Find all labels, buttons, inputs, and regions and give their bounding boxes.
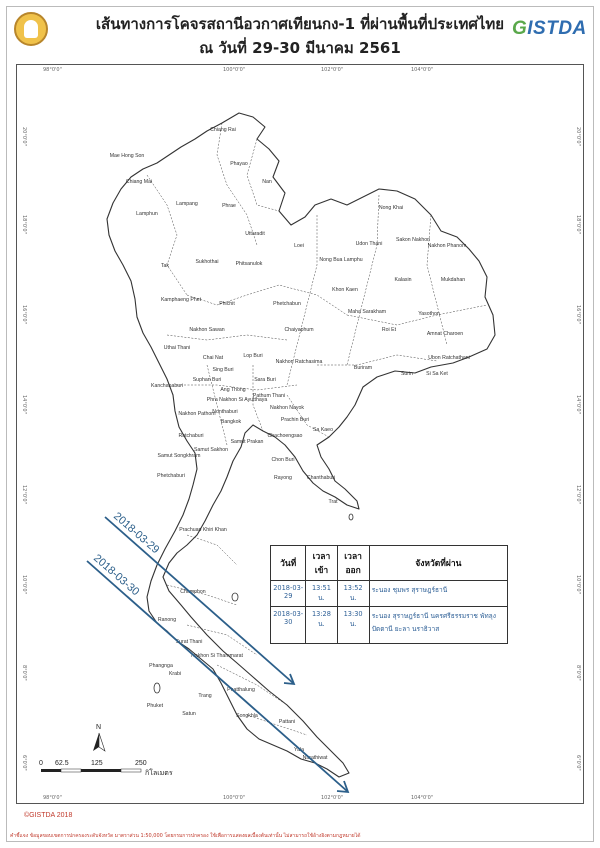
- province-label: Mukdahan: [440, 277, 466, 283]
- province-label: Sa Kaeo: [313, 427, 333, 433]
- province-label: Lamphun: [136, 211, 158, 217]
- province-label: Tak: [160, 263, 170, 269]
- province-label: Ratchaburi: [178, 433, 204, 439]
- province-label: Phayao: [230, 161, 248, 167]
- province-label: Satun: [182, 711, 196, 717]
- province-label: Nonthaburi: [212, 409, 238, 415]
- province-label: Trat: [328, 499, 338, 505]
- province-label: Surin: [400, 371, 414, 377]
- province-label: Nakhon Si Thammarat: [191, 653, 243, 659]
- map-subtitle: ณ วันที่ 29-30 มีนาคม 2561: [199, 39, 401, 57]
- province-label: Udon Thani: [355, 241, 383, 247]
- province-label: Samut Songkhram: [157, 453, 201, 459]
- province-label: Mae Hong Son: [109, 153, 145, 159]
- col-enter: เวลาเข้า: [306, 546, 337, 581]
- province-label: Prachuap Khiri Khan: [179, 527, 227, 533]
- tick-left-label: 18°0'0": [21, 215, 27, 234]
- cell-exit: 13:30 น.: [337, 607, 369, 644]
- province-label: Nong Bua Lamphu: [319, 257, 363, 263]
- province-label: Ubon Ratchathani: [428, 355, 470, 361]
- tick-bottom-label: 102°0'0": [321, 795, 344, 801]
- province-label: Ang Thong: [220, 387, 246, 393]
- province-label: Si Sa Ket: [426, 371, 448, 377]
- pass-table: [270, 545, 508, 644]
- province-label: Yasothon: [418, 311, 440, 317]
- tick-left-label: 12°0'0": [21, 485, 27, 504]
- copyright: ©GISTDA 2018: [24, 812, 73, 819]
- province-label: Pattani: [278, 719, 296, 725]
- table-row: [271, 607, 508, 644]
- province-label: Krabi: [168, 671, 182, 677]
- province-label: Chiang Rai: [210, 127, 236, 133]
- tick-left-label: 8°0'0": [21, 665, 27, 681]
- province-label: Loei: [294, 243, 304, 249]
- col-exit: เวลาออก: [337, 546, 369, 581]
- col-date: วันที่: [271, 546, 306, 581]
- tick-left-label: 20°0'0": [21, 127, 27, 146]
- tick-right-label: 20°0'0": [575, 127, 581, 146]
- province-label: Narathiwat: [302, 755, 328, 761]
- province-label: Phra Nakhon Si Ayutthaya: [206, 397, 268, 403]
- province-label: Phetchabun: [273, 301, 301, 307]
- province-label: Chai Nat: [202, 355, 224, 361]
- scale-unit: กิโลเมตร: [145, 770, 173, 777]
- province-label: Nong Khai: [378, 205, 404, 211]
- tick-left-label: 6°0'0": [21, 755, 27, 771]
- tick-right-label: 14°0'0": [575, 395, 581, 414]
- tick-right-label: 8°0'0": [575, 665, 581, 681]
- province-label: Kalasin: [394, 277, 412, 283]
- province-label: Samut Sakhon: [193, 447, 229, 453]
- tick-left-label: 10°0'0": [21, 575, 27, 594]
- province-label: Pathum Thani: [252, 393, 286, 399]
- province-label: Kanchanaburi: [150, 383, 184, 389]
- phuket-island: [154, 683, 160, 693]
- province-label: Chiang Mai: [125, 179, 153, 185]
- tick-left-label: 16°0'0": [21, 305, 27, 324]
- track-label-2018-03-30: 2018-03-30: [91, 552, 142, 599]
- province-label: Bangkok: [220, 419, 242, 425]
- province-label: Buriram: [353, 365, 373, 371]
- province-label: Maha Sarakham: [347, 309, 387, 315]
- province-label: Chaiyaphum: [284, 327, 314, 333]
- province-label: Sing Buri: [212, 367, 234, 373]
- thailand-outline: [107, 113, 495, 777]
- gistda-logo: GISTDA: [512, 18, 587, 39]
- scale-label-62: 62.5: [55, 760, 69, 767]
- province-label: Nakhon Phanom: [427, 243, 467, 249]
- cell-enter: 13:51 น.: [306, 581, 337, 607]
- province-label: Phetchaburi: [157, 473, 185, 479]
- province-label: Sakon Nakhon: [395, 237, 431, 243]
- tick-top-label: 100°0'0": [223, 67, 246, 73]
- province-label: Khon Kaen: [332, 287, 358, 293]
- province-label: Uttaradit: [245, 231, 265, 237]
- track-label-2018-03-29: 2018-03-29: [111, 510, 162, 557]
- province-label: Phangnga: [149, 663, 173, 669]
- agency-seal-icon: [14, 12, 48, 46]
- tick-bottom-label: 98°0'0": [43, 795, 62, 801]
- tick-right-label: 16°0'0": [575, 305, 581, 324]
- province-label: Sara Buri: [254, 377, 276, 383]
- province-label: Nan: [262, 179, 272, 185]
- cell-provinces: ระนอง สุราษฎร์ธานี นครศรีธรรมราช พัทลุง ปัตตานี ยะลา นราธิวาส: [369, 607, 507, 644]
- province-label: Chachoengsao: [267, 433, 303, 439]
- cell-date: 2018-03-29: [271, 581, 306, 607]
- province-label: Uthai Thani: [163, 345, 191, 351]
- map-title: เส้นทางการโคจรสถานีอวกาศเทียนกง-1 ที่ผ่านพื้นที่ประเทศไทย: [95, 15, 505, 33]
- province-label: Songkhla: [236, 713, 258, 719]
- province-label: Amnat Charoen: [426, 331, 464, 337]
- tick-right-label: 6°0'0": [575, 755, 581, 771]
- cell-provinces: ระนอง ชุมพร สุราษฎร์ธานี: [369, 581, 507, 607]
- cell-exit: 13:52 น.: [337, 581, 369, 607]
- tick-right-label: 10°0'0": [575, 575, 581, 594]
- map-frame: [16, 64, 584, 804]
- table-row: [271, 581, 508, 607]
- province-label: Phrae: [222, 203, 236, 209]
- samui-island: [232, 593, 238, 601]
- province-label: Chon Buri: [271, 457, 295, 463]
- scale-label-0: 0: [39, 760, 43, 767]
- province-label: Suphan Buri: [192, 377, 222, 383]
- disclaimer-note: คำชี้แจง ข้อมูลขอบเขตการปกครองระดับจังหวัด มาตราส่วน 1:50,000 โดยกรมการปกครอง ใช้เพื่อการแสดงผลเบื้องต้นเท่านั้น ไม่สามารถใช้อ้างอิงตามกฎหมายได้: [10, 833, 361, 839]
- tick-bottom-label: 104°0'0": [411, 795, 434, 801]
- tick-top-label: 102°0'0": [321, 67, 344, 73]
- cell-date: 2018-03-30: [271, 607, 306, 644]
- col-provinces: จังหวัดที่ผ่าน: [369, 546, 507, 581]
- province-label: Samut Prakan: [230, 439, 264, 445]
- province-label: Nakhon Sawan: [189, 327, 225, 333]
- north-label: N: [96, 724, 102, 731]
- province-label: Roi Et: [381, 327, 397, 333]
- province-label: Prachin Buri: [280, 417, 310, 423]
- province-label: Trang: [198, 693, 212, 699]
- province-label: Phitsanulok: [235, 261, 263, 267]
- scale-bar: [39, 760, 173, 777]
- province-label: Surat Thani: [175, 639, 203, 645]
- tick-top-label: 98°0'0": [43, 67, 62, 73]
- tick-left-label: 14°0'0": [21, 395, 27, 414]
- province-label: Chanthaburi: [306, 475, 336, 481]
- tick-right-label: 12°0'0": [575, 485, 581, 504]
- north-arrow-icon: [93, 724, 105, 751]
- province-label: Phatthalung: [227, 687, 255, 693]
- scale-label-125: 125: [91, 760, 103, 767]
- chang-island: [349, 514, 353, 520]
- province-label: Chumphon: [180, 589, 206, 595]
- thailand-map: [17, 65, 583, 803]
- scale-label-250: 250: [135, 760, 147, 767]
- province-label: Yala: [294, 747, 304, 753]
- province-label: Rayong: [274, 475, 292, 481]
- province-label: Ranong: [157, 617, 177, 623]
- cell-enter: 13:28 น.: [306, 607, 337, 644]
- tick-right-label: 18°0'0": [575, 215, 581, 234]
- province-label: Lop Buri: [243, 353, 263, 359]
- province-label: Phichit: [219, 301, 235, 307]
- province-label: Nakhon Nayok: [269, 405, 305, 411]
- province-label: Nakhon Ratchasima: [275, 359, 323, 365]
- province-label: Kamphaeng Phet: [160, 297, 202, 303]
- province-label: Phuket: [146, 703, 164, 709]
- tick-bottom-label: 100°0'0": [223, 795, 246, 801]
- province-label: Nakhon Pathom: [178, 411, 216, 417]
- province-label: Lampang: [176, 201, 198, 207]
- header: [0, 0, 600, 62]
- tick-top-label: 104°0'0": [411, 67, 434, 73]
- province-label: Sukhothai: [195, 259, 219, 265]
